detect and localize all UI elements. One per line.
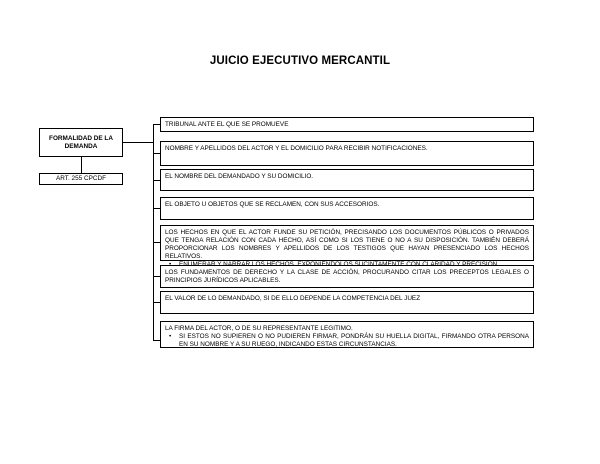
requirement-text: TRIBUNAL ANTE EL QUE SE PROMUEVE	[165, 121, 289, 128]
requirement-box	[160, 265, 534, 288]
requirement-text: NOMBRE Y APELLIDOS DEL ACTOR Y EL DOMICILIO PARA RECIBIR NOTIFICACIONES.	[165, 145, 428, 152]
requirement-box	[160, 197, 534, 220]
requirement-box	[160, 225, 534, 261]
requirement-box	[160, 141, 534, 166]
connector-branch	[153, 302, 160, 303]
connector-root-to-article	[81, 157, 82, 173]
requirement-text: LOS HECHOS EN QUE EL ACTOR FUNDE SU PETICIÓN, PRECISANDO LOS DOCUMENTOS PÚBLICOS O PRIVADOS QUE TENGA RELACIÓN CON CADA HECHO, ASÍ COMO SI LOS TIENE O NO A SU DISPOSICIÓN. TAMBIÉN DEBERÁ PROPORCIONAR LOS NOMBRES Y APELLIDOS DE LOS TESTIGOS QUE HAYAN PRESENCIADO LOS HECHOS RELATIVOS.	[165, 229, 529, 260]
requirement-box	[160, 117, 534, 132]
connector-root-to-spine	[123, 142, 153, 143]
connector-branch	[153, 340, 160, 341]
requirement-text: LOS FUNDAMENTOS DE DERECHO Y LA CLASE DE ACCIÓN, PROCURANDO CITAR LOS PRECEPTOS LEGALES O PRINCIPIOS JURÍDICOS APLICABLES.	[165, 269, 529, 284]
requirement-text: EL NOMBRE DEL DEMANDADO Y SU DOMICILIO.	[165, 173, 314, 180]
connector-branch	[153, 153, 160, 154]
requirement-box	[160, 291, 534, 314]
connector-branch	[153, 208, 160, 209]
requirement-bullet: • SI ESTOS NO SUPIEREN O NO PUDIEREN FIRMAR, PONDRÁN SU HUELLA DIGITAL, FIRMANDO OTRA PERSONA EN SU NOMBRE Y A SU RUEGO, INDICANDO ESTAS CIRCUNSTANCIAS.	[165, 333, 529, 349]
requirement-text: LA FIRMA DEL ACTOR, O DE SU REPRESENTANTE LEGITIMO.	[165, 325, 353, 332]
connector-branch	[153, 124, 160, 125]
connector-spine	[153, 124, 154, 340]
connector-branch	[153, 242, 160, 243]
requirement-box	[160, 169, 534, 191]
requirement-text: EL VALOR DE LO DEMANDADO, SI DE ELLO DEPENDE LA COMPETENCIA DEL JUEZ	[165, 295, 421, 302]
article-node: ART. 255 CPCDF	[39, 173, 123, 185]
connector-branch	[153, 276, 160, 277]
connector-branch	[153, 180, 160, 181]
requirement-box	[160, 321, 534, 348]
page-title: JUICIO EJECUTIVO MERCANTIL	[209, 55, 391, 67]
root-node: FORMALIDAD DE LA DEMANDA	[39, 128, 123, 157]
requirement-text: EL OBJETO U OBJETOS QUE SE RECLAMEN, CON SUS ACCESORIOS.	[165, 201, 380, 208]
